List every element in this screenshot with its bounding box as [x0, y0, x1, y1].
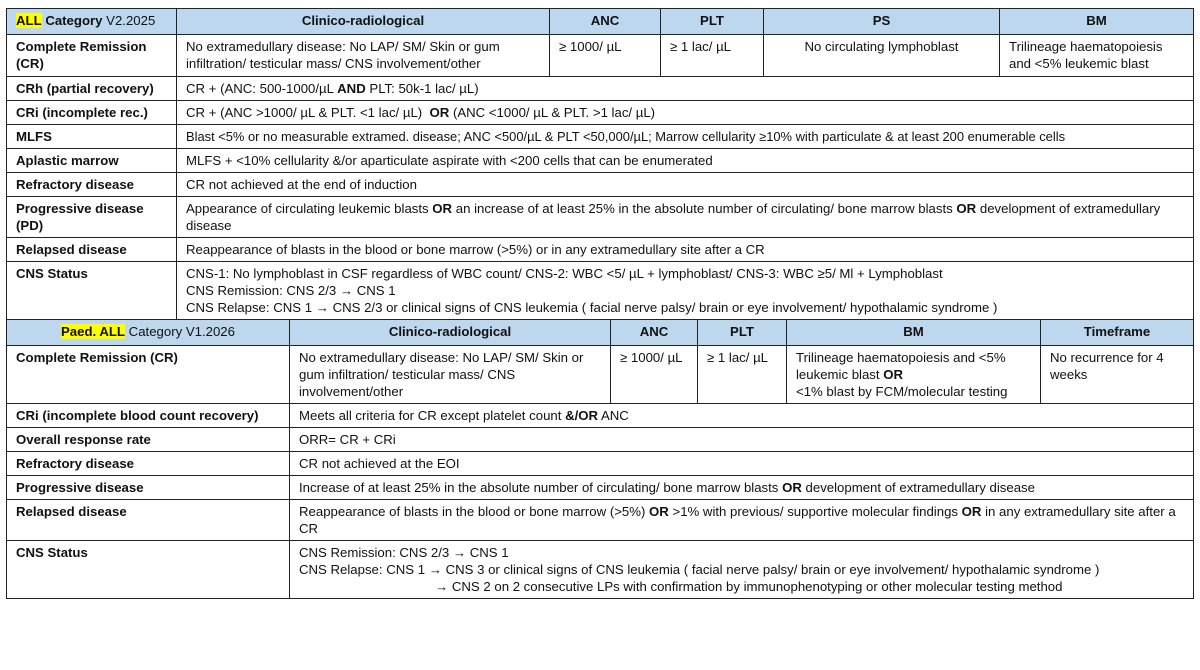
col-anc: ANC — [611, 320, 698, 346]
paed-all-response-table — [6, 320, 1194, 599]
cri-andor: &/OR — [565, 408, 599, 423]
col-timeframe: Timeframe — [1041, 320, 1194, 346]
table-row — [7, 262, 1194, 320]
cr-bm-c: <1% blast by FCM/molecular testing — [796, 384, 1008, 399]
table-header-row — [7, 320, 1194, 346]
cr-plt: ≥ 1 lac/ µL — [661, 35, 764, 77]
pd-or-1: OR — [432, 201, 453, 216]
cr-ps: No circulating lymphoblast — [764, 35, 1000, 77]
cr-bm-or: OR — [883, 367, 904, 382]
row-label-orr: Overall response rate — [7, 428, 290, 452]
table-row — [7, 428, 1194, 452]
cri-text — [177, 101, 1194, 125]
table-row — [7, 541, 1194, 599]
row-label-cr: Complete Remission (CR) — [7, 35, 177, 77]
category-version: V2.2025 — [106, 13, 156, 28]
aplastic-text: MLFS + <10% cellularity &/or aparticulate aspirate with <200 cells that can be enumerated — [177, 149, 1194, 173]
cns-line-1: CNS-1: No lymphoblast in CSF regardless of WBC count/ CNS-2: WBC <5/ µL + lymphoblast/ CNS-3: WBC ≥5/ Ml + Lymphoblast — [186, 266, 943, 281]
cr-bm — [787, 346, 1041, 404]
table-row — [7, 500, 1194, 541]
progressive-text — [290, 476, 1194, 500]
response-criteria-document — [6, 8, 1193, 599]
pd-text-a: Increase of at least 25% in the absolute number of circulating/ bone marrow blasts — [299, 480, 783, 495]
row-label-progressive: Progressive disease (PD) — [7, 197, 177, 238]
cri-text-c: ANC — [598, 408, 629, 423]
row-label-relapsed: Relapsed disease — [7, 238, 177, 262]
table-row — [7, 35, 1194, 77]
refractory-text: CR not achieved at the EOI — [290, 452, 1194, 476]
orr-text: ORR= CR + CRi — [290, 428, 1194, 452]
pd-text-c: development of extramedullary disease — [801, 480, 1035, 495]
mlfs-text: Blast <5% or no measurable extramed. disease; ANC <500/µL & PLT <50,000/µL; Marrow cellularity ≥10% with particulate & at least 200 enumerable cells — [177, 125, 1194, 149]
row-label-aplastic: Aplastic marrow — [7, 149, 177, 173]
cri-text-a: CR + (ANC >1000/ µL & PLT. <1 lac/ µL) — [186, 105, 430, 120]
category-label: Category — [45, 13, 103, 28]
col-plt: PLT — [698, 320, 787, 346]
row-label-refractory: Refractory disease — [7, 452, 290, 476]
rel-text-a: Reappearance of blasts in the blood or bone marrow (>5%) — [299, 504, 650, 519]
pd-text-a: Appearance of circulating leukemic blasts — [186, 201, 433, 216]
all-response-table — [6, 8, 1194, 320]
pd-text-e: development of extramedullary disease — [186, 201, 1161, 233]
cns-line-2: CNS Remission: CNS 2/3 → CNS 1 — [186, 283, 396, 298]
category-header — [7, 9, 177, 35]
category-highlight: Paed. ALL — [61, 324, 125, 339]
cns-text — [290, 541, 1194, 599]
relapsed-text: Reappearance of blasts in the blood or bone marrow (>5%) or in any extramedullary site after a CR — [177, 238, 1194, 262]
cns-text — [177, 262, 1194, 320]
cri-text — [290, 404, 1194, 428]
col-bm: BM — [1000, 9, 1194, 35]
crh-text-c: PLT: 50k-1 lac/ µL) — [365, 81, 479, 96]
row-label-cri: CRi (incomplete blood count recovery) — [7, 404, 290, 428]
table-row — [7, 173, 1194, 197]
cri-text-a: Meets all criteria for CR except platelet count — [299, 408, 566, 423]
pd-or: OR — [782, 480, 802, 495]
row-label-progressive: Progressive disease — [7, 476, 290, 500]
table-row — [7, 346, 1194, 404]
rel-text-e: in any extramedullary site after a CR — [299, 504, 1176, 536]
table-row — [7, 476, 1194, 500]
row-label-cr: Complete Remission (CR) — [7, 346, 290, 404]
cr-anc: ≥ 1000/ µL — [550, 35, 661, 77]
col-anc: ANC — [550, 9, 661, 35]
table-row — [7, 149, 1194, 173]
cr-anc: ≥ 1000/ µL — [611, 346, 698, 404]
table-row — [7, 197, 1194, 238]
category-header — [7, 320, 290, 346]
table-row — [7, 404, 1194, 428]
row-label-cri: CRi (incomplete rec.) — [7, 101, 177, 125]
table-row — [7, 238, 1194, 262]
col-clinico: Clinico-radiological — [177, 9, 550, 35]
row-label-crh: CRh (partial recovery) — [7, 77, 177, 101]
table-header-row — [7, 9, 1194, 35]
cns-line-3: CNS Relapse: CNS 1 → CNS 2/3 or clinical signs of CNS leukemia ( facial nerve palsy/ brain or eye involvement/ hypothalamic syndrome ) — [186, 300, 998, 315]
pd-or-2: OR — [956, 201, 977, 216]
cr-bm-a: Trilineage haematopoiesis and <5% leukemic blast — [796, 350, 1006, 382]
cns-line-3: → CNS 2 on 2 consecutive LPs with confirmation by immunophenotyping or other molecular testing method — [435, 579, 1063, 594]
relapsed-text — [290, 500, 1194, 541]
rel-text-c: >1% with previous/ supportive molecular findings — [668, 504, 962, 519]
rel-or-1: OR — [649, 504, 669, 519]
progressive-text — [177, 197, 1194, 238]
cr-timeframe: No recurrence for 4 weeks — [1041, 346, 1194, 404]
col-bm: BM — [787, 320, 1041, 346]
cri-or: OR — [429, 105, 450, 120]
col-ps: PS — [764, 9, 1000, 35]
rel-or-2: OR — [961, 504, 982, 519]
col-clinico: Clinico-radiological — [290, 320, 611, 346]
table-row — [7, 101, 1194, 125]
cr-clinico: No extramedullary disease: No LAP/ SM/ Skin or gum infiltration/ testicular mass/ CNS involvement/other — [290, 346, 611, 404]
crh-and: AND — [337, 81, 366, 96]
cns-line-2: CNS Relapse: CNS 1 → CNS 3 or clinical signs of CNS leukemia ( facial nerve palsy/ brain or eye involvement/ hypothalamic syndrome ) — [299, 562, 1100, 577]
cr-clinico: No extramedullary disease: No LAP/ SM/ Skin or gum infiltration/ testicular mass/ CNS involvement/other — [177, 35, 550, 77]
col-plt: PLT — [661, 9, 764, 35]
row-label-cns: CNS Status — [7, 541, 290, 599]
table-row — [7, 452, 1194, 476]
crh-text-a: CR + (ANC: 500-1000/µL — [186, 81, 338, 96]
cns-line-1: CNS Remission: CNS 2/3 → CNS 1 — [299, 545, 509, 560]
table-row — [7, 77, 1194, 101]
category-label: Category V1.2026 — [128, 324, 235, 339]
pd-text-c: an increase of at least 25% in the absolute number of circulating/ bone marrow blasts — [452, 201, 957, 216]
row-label-refractory: Refractory disease — [7, 173, 177, 197]
row-label-mlfs: MLFS — [7, 125, 177, 149]
cri-text-c: (ANC <1000/ µL & PLT. >1 lac/ µL) — [449, 105, 656, 120]
cr-bm: Trilineage haematopoiesis and <5% leukemic blast — [1000, 35, 1194, 77]
crh-text — [177, 77, 1194, 101]
row-label-cns: CNS Status — [7, 262, 177, 320]
category-highlight: ALL — [16, 13, 42, 28]
cr-plt: ≥ 1 lac/ µL — [698, 346, 787, 404]
row-label-relapsed: Relapsed disease — [7, 500, 290, 541]
table-row — [7, 125, 1194, 149]
refractory-text: CR not achieved at the end of induction — [177, 173, 1194, 197]
